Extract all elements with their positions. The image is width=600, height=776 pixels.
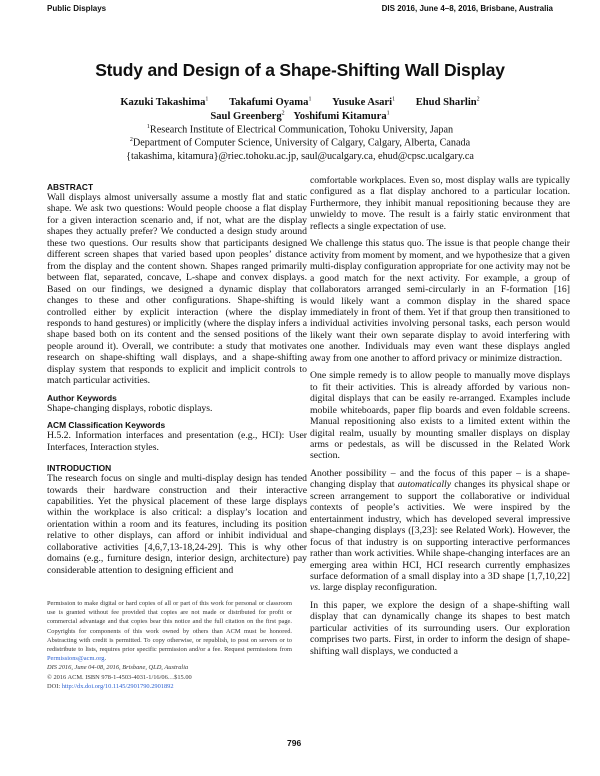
author: Ehud Sharlin$^2$	[415, 96, 480, 108]
copyright-isbn: © 2016 ACM. ISBN 978-1-4503-4031-1/16/06…$15.00	[47, 673, 192, 681]
affiliation-1: $^1$Research Institute of Electrical Communication, Tohoku University, Japan	[146, 124, 454, 136]
permissions-email-link[interactable]: Permissions@acm.org	[47, 655, 105, 663]
author-keywords-heading: Author Keywords	[47, 392, 117, 403]
abstract-heading: ABSTRACT	[47, 182, 94, 192]
left-column	[47, 182, 307, 582]
running-header-conference: DIS 2016, June 4–8, 2016, Brisbane, Australia	[381, 4, 553, 13]
author-keywords-text: Shape-changing displays, robotic displays.	[47, 402, 213, 414]
paragraph: Another possibility – and the focus of this paper – is a shape-changing display that automatically changes its physical shape or screen arrangement to support the collaborative or individual contexts of people’s activities. We were inspired by the entertainment industry, which has developed several impressive shape-changing displays ([3,23]: see Related Work). However, the focus of that industry is on supporting interactive performances rather than work activities. While shape-changing interfaces are an emerging area within HCI, HCI research currently emphasizes surface deformation of a small display into a 3D shape [1,7,10,22] vs. large display reconfiguration.	[310, 467, 570, 594]
doi-link[interactable]: http://dx.doi.org/10.1145/2901790.2901892	[61, 682, 174, 690]
abstract-text: Wall displays almost universally assume a mostly flat and static shape. We ask two questions: Would people choose a flat display for a given interaction scenario and, if not, what are the display shapes they actually prefer? We conducted a design study around these two questions. Our results show that participants designed different screen shapes that varied based upon peoples’ distance from the display and the content shown. Shapes ranged primarily between flat, separated, concave, L-shape and convex displays. Based on our findings, we designed a dynamic display that changes to these and other configurations. Shape-shifting is controlled either by explicit interaction (where the display responds to hand gestures) or implicitly (where the display infers a shape based both on its content and the sensed positions of the people around it). Overall, we contribute: a study that motivates research on shape-shifting wall displays, and a shape-shifting display system that responds to explicit and implicit controls to match particular activities.	[47, 192, 307, 387]
author-line-1	[0, 96, 600, 108]
author: Yoshifumi Kitamura$^1$	[293, 110, 390, 122]
paragraph: In this paper, we explore the design of a shape-shifting wall display that can dynamically change its shapes to best match particular activities of its surrounding users. Our exploration comprises two parts. First, in order to inform the design of shape-shifting wall displays, we conducted a	[310, 599, 570, 657]
introduction-paragraph: The research focus on single and multi-display design has tended towards their hardware construction and their interactive capabilities. Yet the physical placement of these large displays within the workplace is also critical: a display’s location and orientation within a room and its features, including its position relative to other displays, can afford or inhibit individual and collaborative activities [4,6,7,13-18,24-29]. This is why other domains (e.g., furniture design, interior design, architecture) pay considerable attention to designing efficient and	[47, 473, 307, 576]
acm-classification-text: H.5.2. Information interfaces and presentation (e.g., HCI): User Interfaces, Interaction styles.	[47, 430, 307, 453]
affiliation-2: $^2$Department of Computer Science, University of Calgary, Calgary, Alberta, Canada	[129, 137, 471, 149]
running-header-section: Public Displays	[47, 4, 107, 13]
page-number: 796	[287, 738, 302, 748]
paragraph: We challenge this status quo. The issue is that people change their activity from moment by moment, and we hypothesize that a given multi-display configuration appropriate for one activity may not be a good match for the next activity. For example, a group of collaborators arranged semi-circularly in an F-formation [16] would likely want a common display in the shared space immediately in front of them. Yet if that group then transitioned to individual activities involving personal tasks, each person would likely want their own separate display to avoid interfering with one another. Individuals may even want these displays angled away from one another to afford privacy or minimize distraction.	[310, 238, 570, 364]
copyright-footnote: Permission to make digital or hard copies of all or part of this work for personal or classroom use is granted without fee provided that copies are not made or distributed for profit or commercial advantage and that copies bear this notice and the full citation on the first page. Copyrights for components of this work owned by others than ACM must be honored. Abstracting with credit is permitted. To copy otherwise, or republish, to post on servers or to redistribute to lists, requires prior specific permission and/or a fee. Request permissions from Permissions@acm.org. DIS 2016, June 04-08, 2016, Brisbane, QLD, Australia © 2016 ACM. ISBN 978-1-4503-4031-1/16/06…$15.00 DOI: http://dx.doi.org/10.1145/2901790.2901892	[47, 600, 292, 690]
author: Takafumi Oyama$^1$	[229, 96, 312, 108]
conference-info: DIS 2016, June 04-08, 2016, Brisbane, QLD, Australia	[47, 664, 189, 672]
paper-title: Study and Design of a Shape-Shifting Wall Display	[95, 60, 505, 80]
paragraph: One simple remedy is to allow people to manually move displays to fit their activities. This is already afforded by various non-digital displays that can be easily re-arranged. Examples include mobile whiteboards, paper flip boards and even foldable screens. Manual repositioning also exists to a limited extent within the digital realm, usually by mounting smaller displays on display arms or pedestals, as will be discussed in the Related Work section.	[310, 370, 570, 462]
introduction-heading: INTRODUCTION	[47, 463, 112, 474]
author-emails: {takashima, kitamura}@riec.tohoku.ac.jp, saul@ucalgary.ca, ehud@cpsc.ucalgary.ca	[126, 151, 474, 162]
acm-classification-heading: ACM Classification Keywords	[47, 420, 166, 431]
paragraph: comfortable workplaces. Even so, most display walls are typically configured as a flat display anchored to a particular location. Furthermore, they inhibit manual repositioning because they are unwieldy to move. The result is a fairly static environment that reflects a single expectation of use.	[310, 175, 570, 232]
author: Yusuke Asari$^1$	[332, 96, 396, 108]
author-line-2	[0, 110, 600, 122]
author: Saul Greenberg$^2$	[210, 110, 285, 122]
author: Kazuki Takashima$^1$	[120, 96, 209, 108]
right-column	[310, 175, 570, 663]
